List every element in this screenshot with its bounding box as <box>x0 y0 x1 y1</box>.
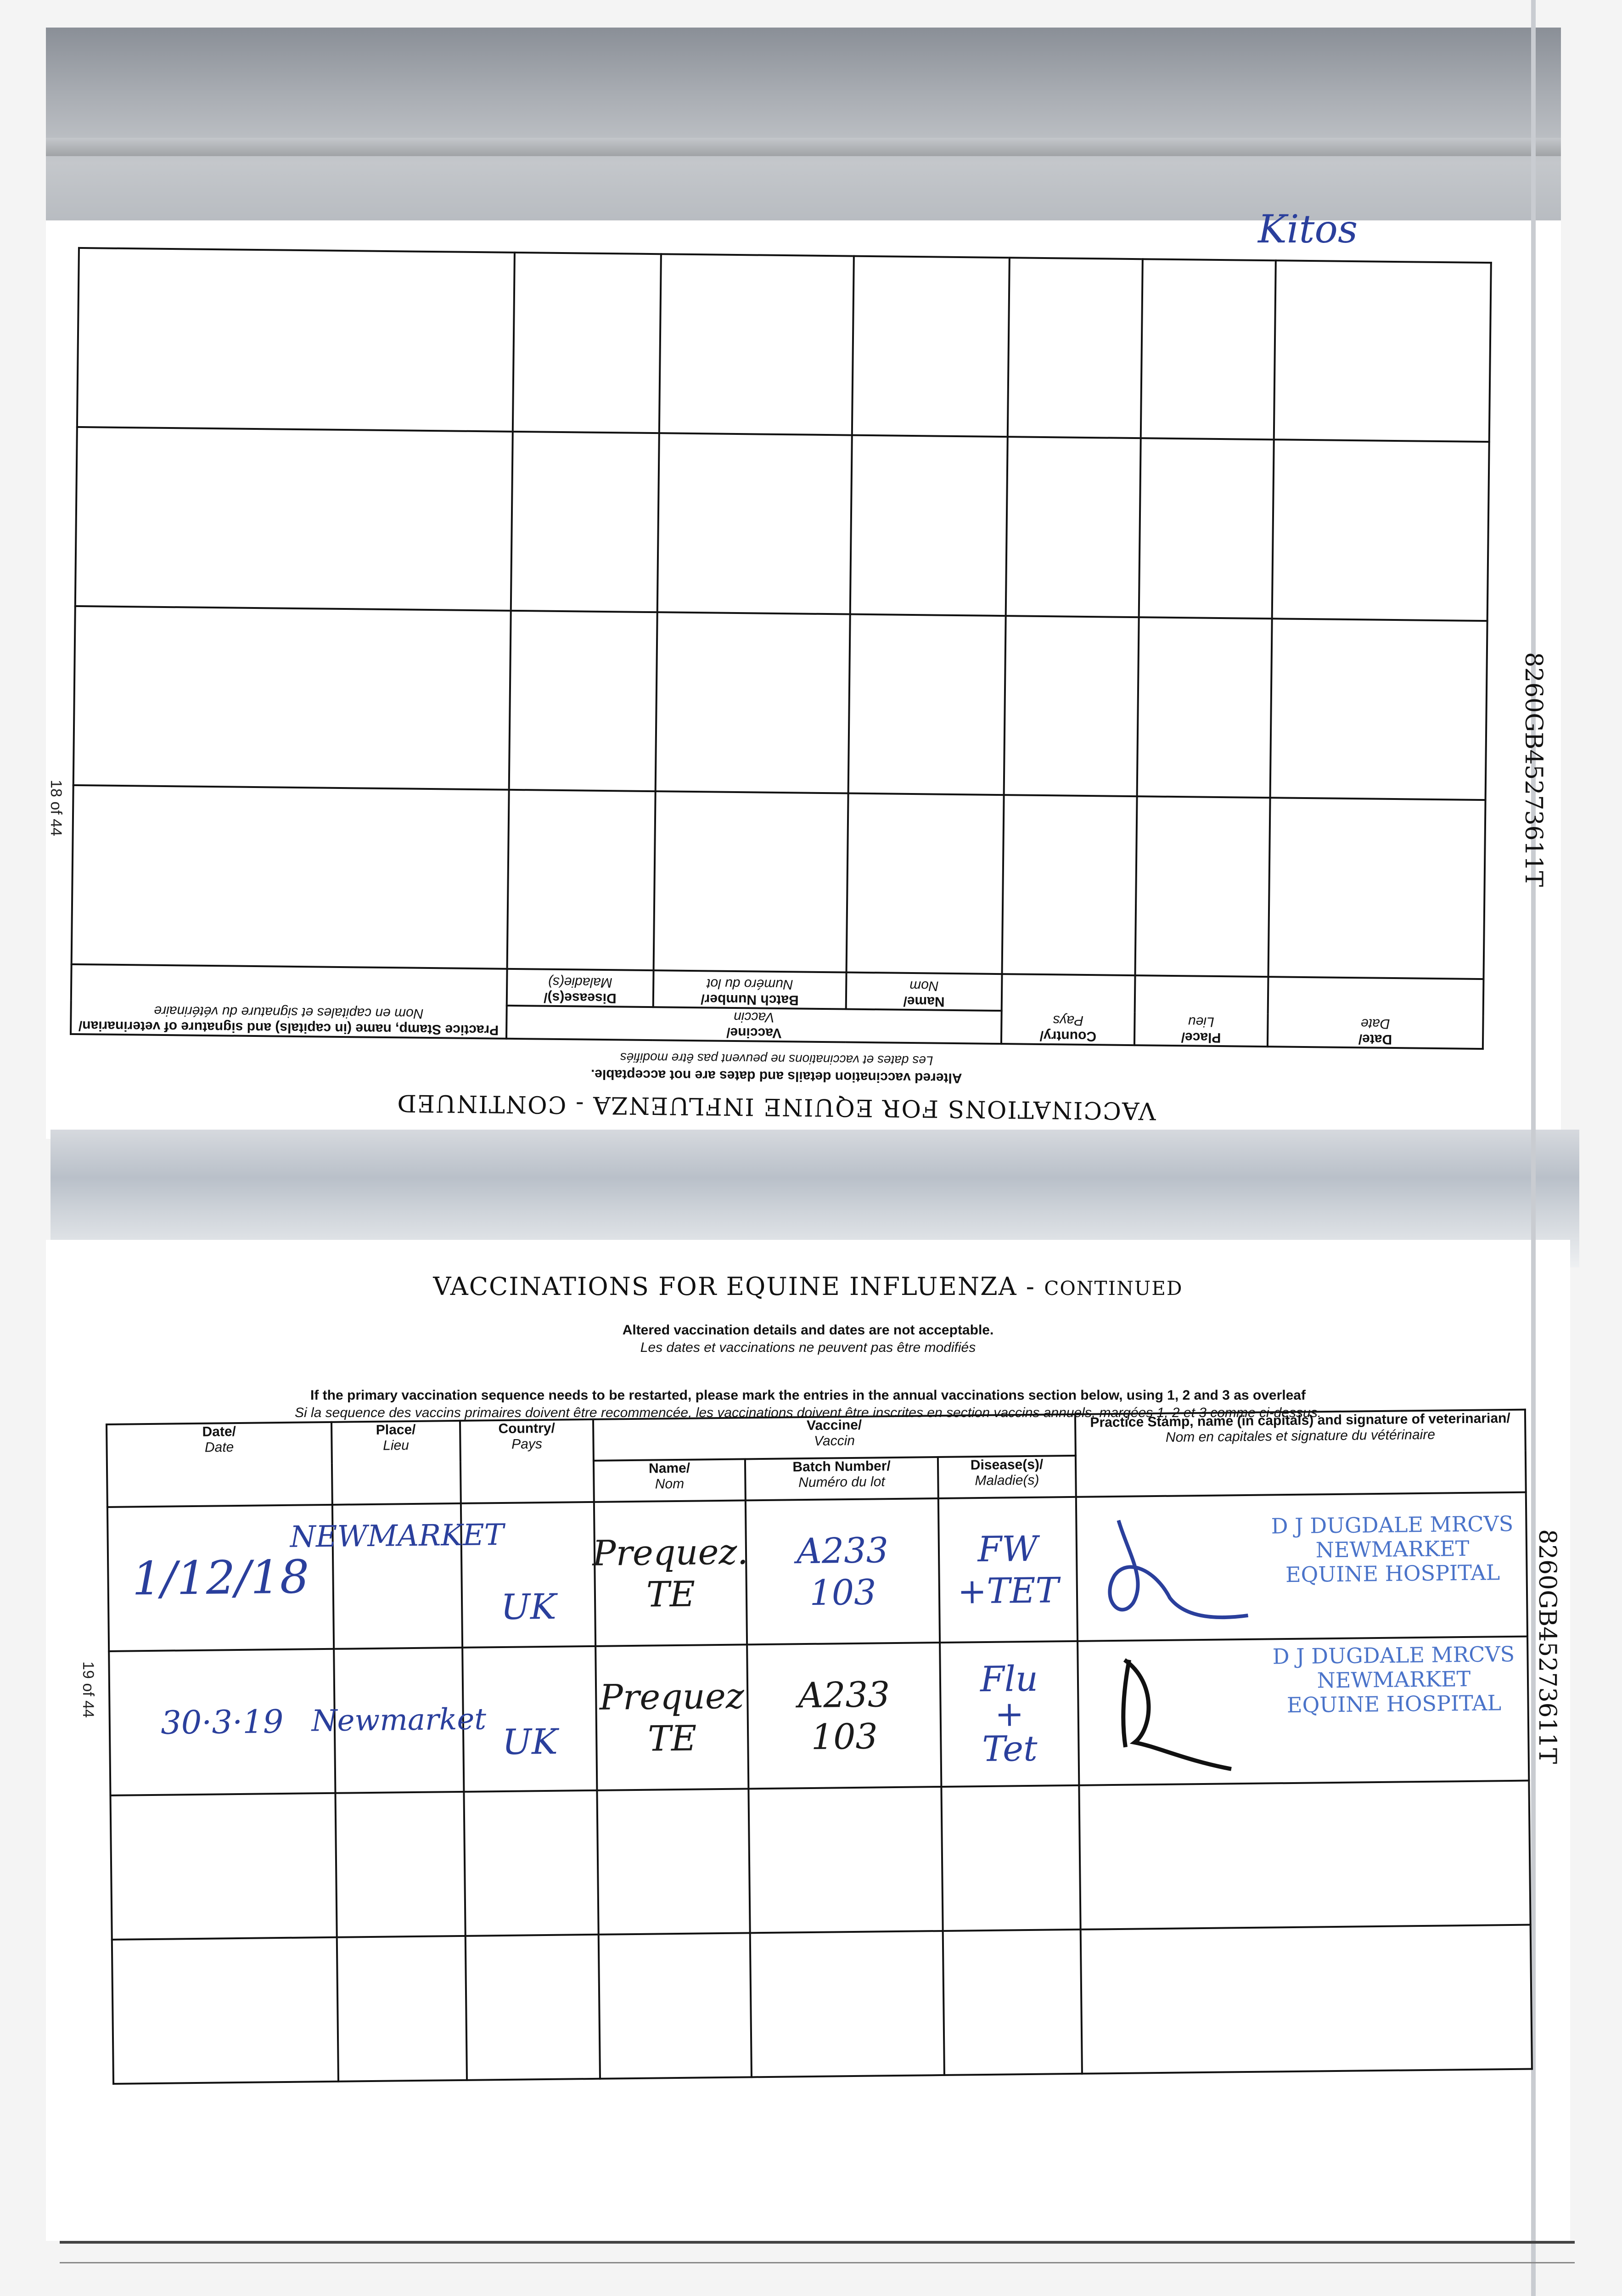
practice-stamp: D J DUGDALE MRCVS NEWMARKET EQUINE HOSPITAL <box>1271 1511 1514 1587</box>
upper-header-country: Country/ Pays <box>1001 974 1135 1045</box>
table-row <box>73 606 1487 800</box>
table-row <box>112 1925 1532 2084</box>
entry-vaccine-name-cell <box>595 1644 748 1790</box>
entry-stamp-cell <box>1078 1637 1529 1785</box>
table-row <box>107 1492 1527 1651</box>
lower-header-country: Country/ Pays <box>460 1419 594 1503</box>
lower-header-stamp: Practice Stamp, name (in capitals) and signature of veterinarian/ Nom en capitales et signature du vétérinaire <box>1075 1410 1526 1497</box>
page-number-lower: 19 of 44 <box>79 1661 97 1718</box>
entry-disease-cell <box>940 1641 1079 1787</box>
entry-batch-cell <box>746 1498 940 1644</box>
upper-header-stamp: Practice Stamp, name (in capitals) and signature of veterinarian/ Nom en capitales et signature du vétérinaire <box>71 964 507 1039</box>
page-edge <box>1531 0 1536 2296</box>
restart-instruction-fr: Si la sequence des vaccins primaires doivent être recommencée, les vaccinations doivent être inscrites en section vaccins annuels, marqées 1, 2 et 3 comme ci-dessus. <box>294 1405 1322 1420</box>
serial-number-lower: 8260GB45273611T <box>1533 1529 1561 1764</box>
lower-header-vaccine: Vaccine/ Vaccin <box>593 1414 1076 1461</box>
table-row <box>72 785 1486 979</box>
upper-header-batch: Batch Number/ Numéro du lot <box>653 970 846 1009</box>
lower-header-disease: Disease(s)/ Maladie(s) <box>938 1456 1076 1498</box>
entry-country: UK <box>502 1721 558 1762</box>
lower-header-date: Date/ Date <box>107 1422 332 1507</box>
upper-header-vaccine: Vaccine/ Vaccin <box>506 1006 1002 1044</box>
entry-date: 30·3·19 <box>160 1702 284 1742</box>
lower-header-place: Place/ Lieu <box>331 1421 461 1505</box>
practice-stamp: D J DUGDALE MRCVS NEWMARKET EQUINE HOSPITAL <box>1272 1641 1515 1717</box>
upper-note-en: Altered vaccination details and dates are not acceptable. <box>590 1066 962 1086</box>
upper-note-fr: Les dates et vaccinations ne peuvent pas être modifiés <box>620 1050 933 1068</box>
upper-header-name: Name/ Nom <box>846 973 1002 1011</box>
scanner-shadow-top <box>46 28 1561 220</box>
serial-number-upper: 8260GB45273611T <box>1520 652 1547 887</box>
entry-place-cell <box>290 1503 504 1649</box>
entry-vaccine-name: Prequez. <box>592 1531 749 1574</box>
entry-date-cell <box>109 1649 335 1795</box>
handwritten-name: Kitos <box>1258 207 1358 252</box>
entry-batch: A233 <box>797 1673 890 1716</box>
entry-country-cell <box>461 1502 595 1648</box>
entry-disease-suffix: Tet <box>982 1728 1038 1770</box>
entry-vaccine-name-cell <box>594 1500 747 1646</box>
table-row <box>77 248 1491 442</box>
entry-disease: FW <box>977 1528 1038 1570</box>
entry-disease: Flu <box>980 1658 1038 1700</box>
entry-batch-suffix: 103 <box>811 1716 878 1757</box>
entry-disease-plus: + <box>994 1693 1025 1734</box>
upper-vaccination-section <box>69 250 1492 1128</box>
lower-vaccination-table <box>106 1409 1533 2085</box>
upper-header-disease: Disease(s)/ Maladie(s) <box>506 969 654 1007</box>
entry-disease-suffix: +TET <box>957 1570 1059 1612</box>
entry-batch: A233 <box>796 1529 889 1572</box>
page-number-upper: 18 of 44 <box>47 780 65 836</box>
lower-note-en: Altered vaccination details and dates are not acceptable. <box>622 1322 994 1338</box>
lower-header-name: Name/ Nom <box>594 1459 746 1502</box>
lower-section-title: VACCINATIONS FOR EQUINE INFLUENZA - CONTINUED <box>433 1272 1183 1301</box>
entry-place-cell <box>311 1648 487 1793</box>
entry-batch-cell <box>747 1643 941 1789</box>
entry-country-cell <box>462 1646 597 1792</box>
upper-header-place: Place/ Lieu <box>1134 975 1268 1047</box>
upper-section-title: VACCINATIONS FOR EQUINE INFLUENZA - CONTINUED <box>396 1089 1156 1125</box>
entry-place: NEWMARKET <box>290 1518 504 1554</box>
entry-date: 1/12/18 <box>132 1550 309 1606</box>
table-row <box>109 1637 1529 1795</box>
table-row <box>110 1781 1530 1940</box>
upper-vaccination-table <box>70 247 1492 1050</box>
entry-country: UK <box>500 1586 557 1627</box>
veterinarian-signature <box>1091 1510 1257 1631</box>
table-row <box>75 427 1489 621</box>
entry-vaccine-name: Prequez <box>599 1675 745 1718</box>
entry-batch-suffix: 103 <box>809 1571 876 1613</box>
lower-note-fr: Les dates et vaccinations ne peuvent pas être modifiés <box>640 1340 976 1355</box>
entry-place: Newmarket <box>311 1702 487 1738</box>
restart-instruction-en: If the primary vaccination sequence needs to be restarted, please mark the entries in the annual vaccinations section below, using 1, 2 and 3 as overleaf <box>310 1388 1306 1403</box>
entry-disease-cell <box>938 1497 1078 1643</box>
veterinarian-signature <box>1092 1654 1259 1775</box>
lower-header-batch: Batch Number/ Numéro du lot <box>745 1457 938 1500</box>
bottom-edge-lines <box>60 2241 1575 2263</box>
entry-stamp-cell <box>1076 1492 1527 1641</box>
entry-vaccine-name-suffix: TE <box>646 1573 696 1615</box>
upper-header-date: Date/ Date <box>1268 977 1484 1049</box>
entry-vaccine-name-suffix: TE <box>647 1717 697 1759</box>
